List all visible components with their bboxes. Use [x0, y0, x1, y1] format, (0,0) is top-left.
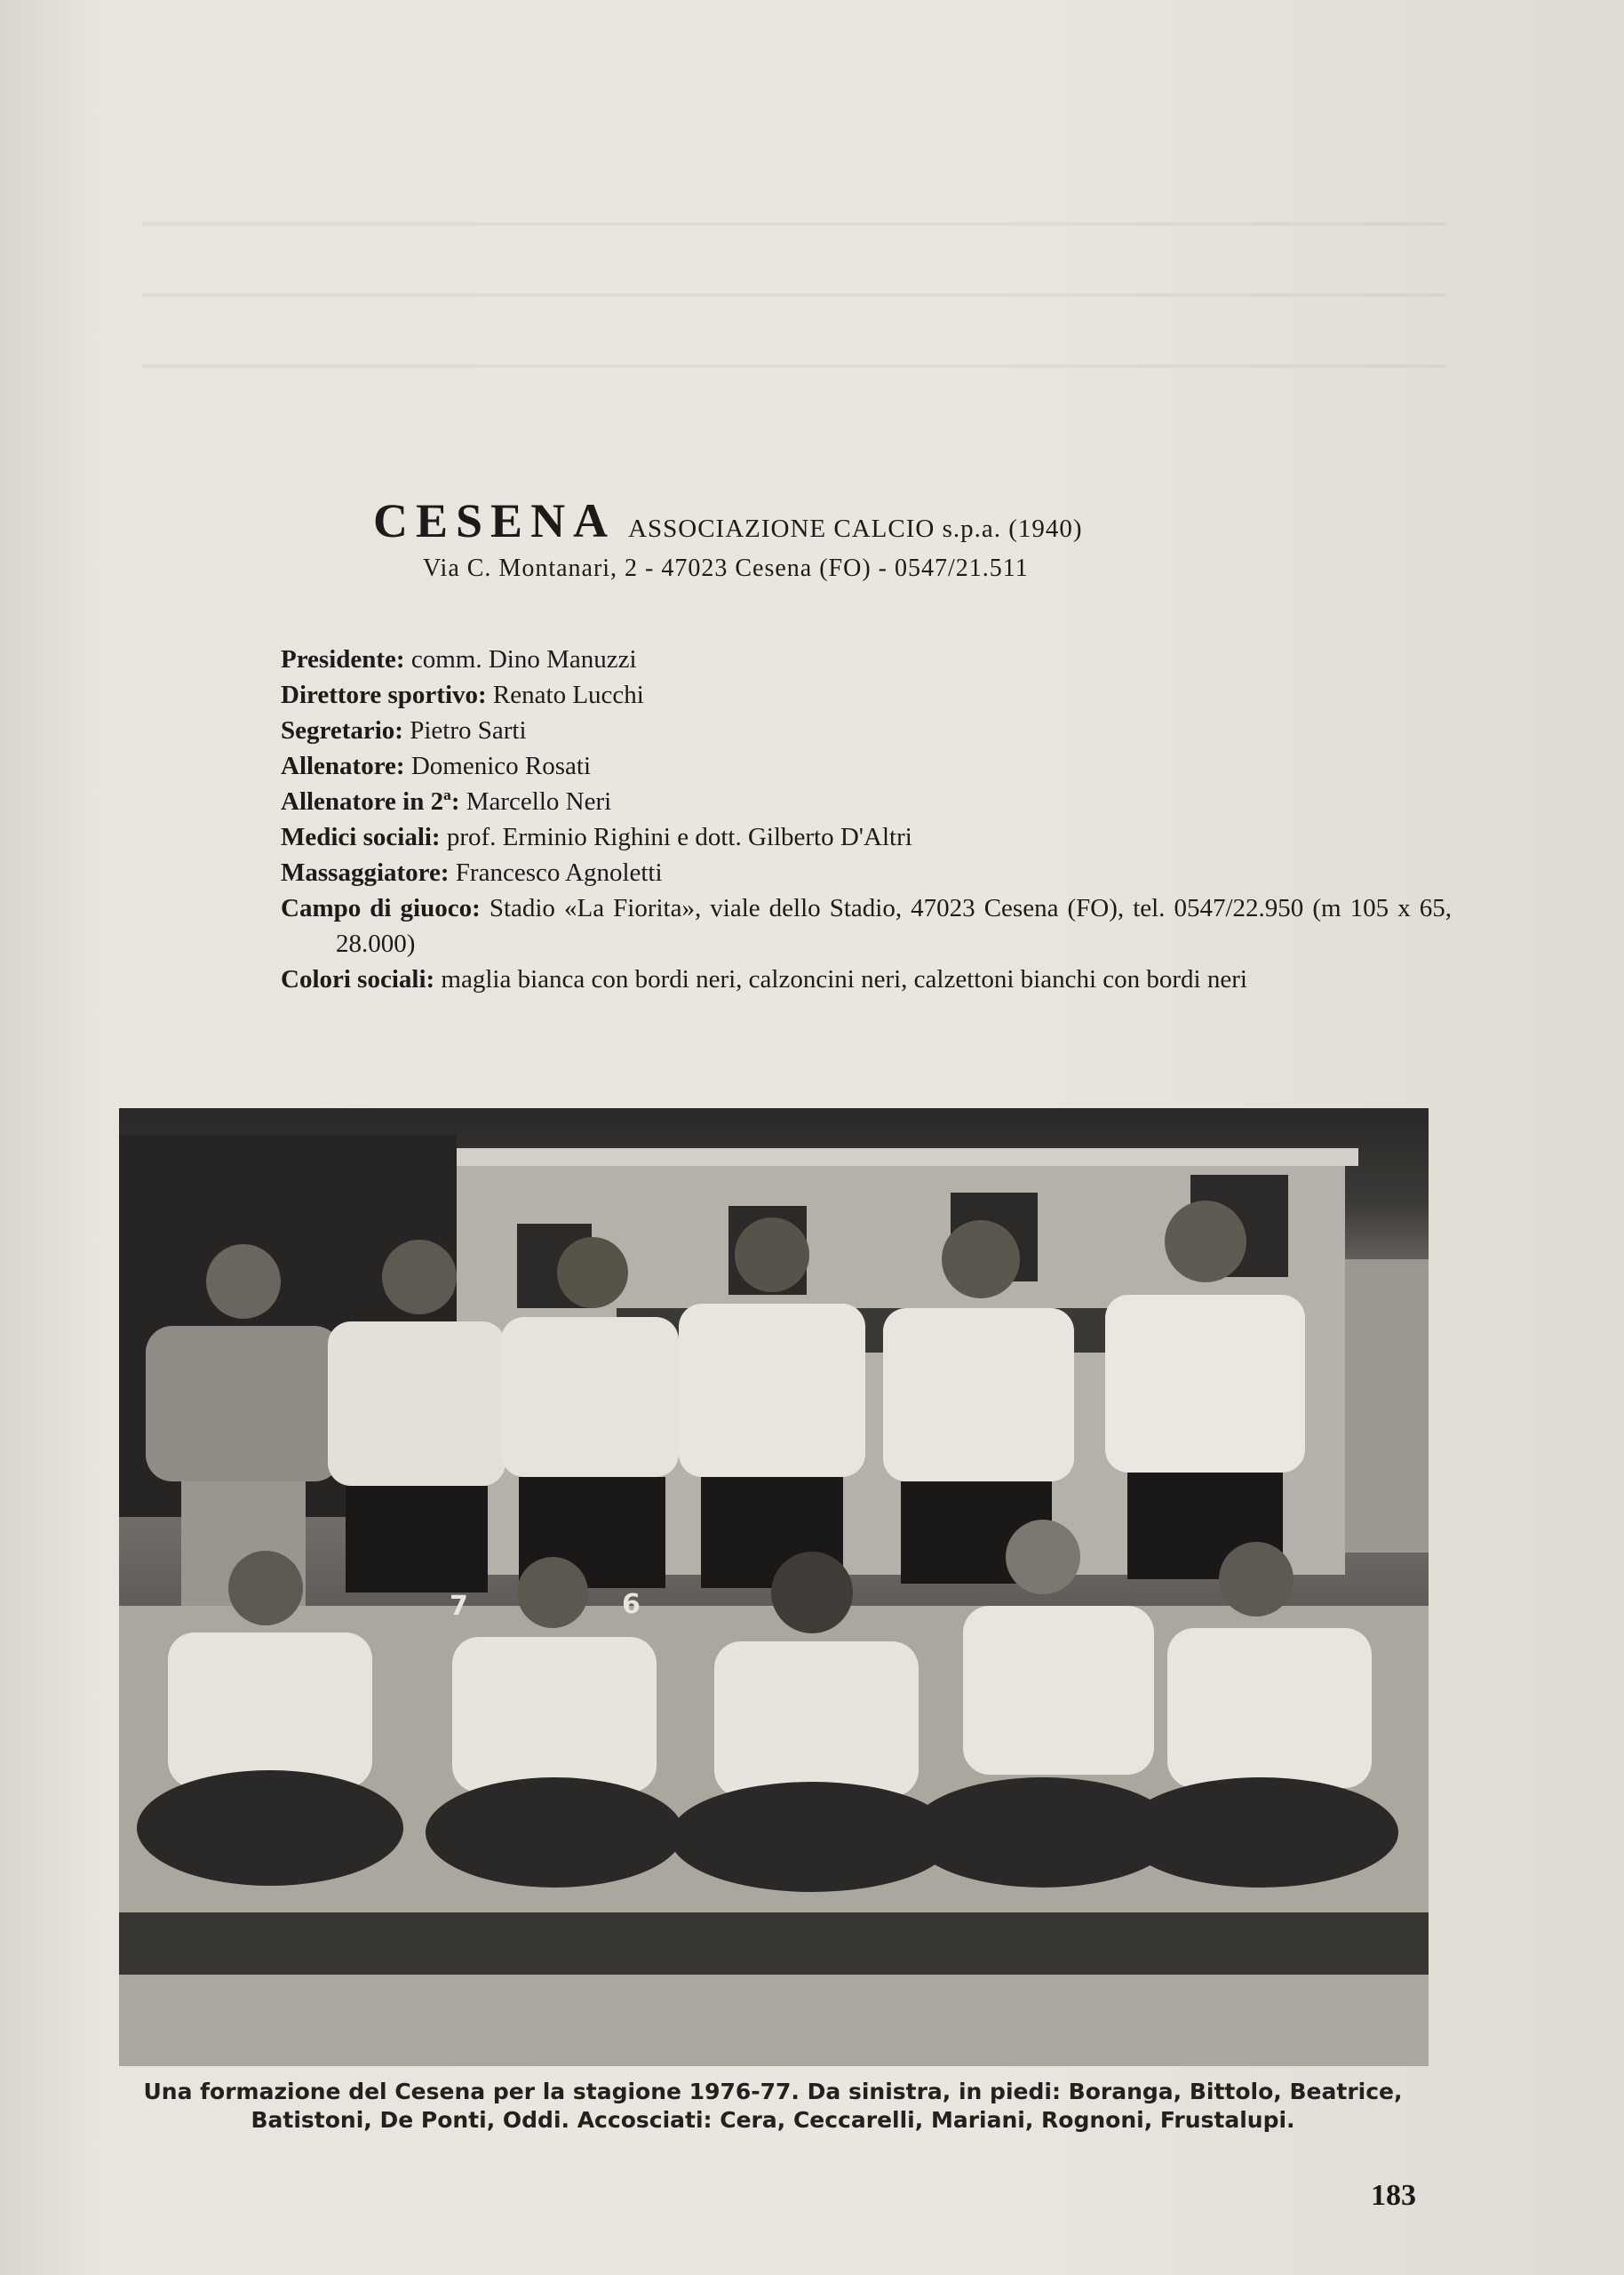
info-label: Presidente:	[281, 645, 405, 674]
page-number: 183	[1371, 2179, 1416, 2212]
building-side	[1345, 1259, 1429, 1553]
info-row-medici	[281, 819, 1452, 855]
info-label: Segretario:	[281, 716, 403, 745]
info-value: comm. Dino Manuzzi	[410, 645, 637, 674]
info-row-direttore	[281, 677, 1452, 713]
club-subtitle: ASSOCIAZIONE CALCIO s.p.a. (1940)	[628, 515, 1083, 543]
bleed-through-line	[142, 293, 1446, 297]
info-label: Campo di giuoco:	[281, 894, 481, 922]
info-row-massaggiatore	[281, 855, 1452, 890]
info-row-campo	[281, 890, 1452, 962]
player-shadow	[119, 1912, 1429, 1975]
club-info-list	[281, 642, 1452, 997]
caption-line: Batistoni, De Ponti, Oddi. Accosciati: Cera, Ceccarelli, Mariani, Rognoni, Frustalupi.	[251, 2107, 1295, 2133]
info-row-colori	[281, 962, 1452, 997]
info-row-allenatore-2	[281, 784, 1452, 819]
info-value: prof. Erminio Righini e dott. Gilberto D'Altri	[446, 823, 912, 851]
info-label: Massaggiatore:	[281, 858, 450, 887]
bleed-through-line	[142, 222, 1446, 226]
info-row-allenatore	[281, 748, 1452, 784]
info-row-segretario	[281, 713, 1452, 748]
jersey-number: 7	[450, 1591, 468, 1622]
info-label: Colori sociali:	[281, 965, 435, 994]
info-value: Pietro Sarti	[410, 716, 527, 745]
info-value: Francesco Agnoletti	[455, 858, 663, 887]
info-row-presidente	[281, 642, 1452, 677]
bleed-through-line	[142, 364, 1446, 368]
info-label: Direttore sportivo:	[281, 681, 487, 709]
team-photo-illustration	[119, 1108, 1429, 2066]
info-value: Domenico Rosati	[410, 752, 592, 780]
info-value: maglia bianca con bordi neri, calzoncini neri, calzettoni bianchi con bordi neri	[441, 965, 1247, 994]
team-photo	[119, 1108, 1429, 2066]
jersey-number: 6	[622, 1589, 641, 1620]
caption-line: Una formazione del Cesena per la stagione 1976-77. Da sinistra, in piedi: Boranga, Bittolo, Beatrice,	[143, 2079, 1403, 2104]
crouching-player	[137, 1551, 403, 1886]
club-name: CESENA	[373, 494, 617, 547]
photo-caption	[107, 2078, 1439, 2135]
info-value: Marcello Neri	[466, 787, 612, 816]
club-address: Via C. Montanari, 2 - 47023 Cesena (FO) - 0547/21.511	[423, 555, 1029, 582]
info-value: Stadio «La Fiorita», viale dello Stadio, 47023 Cesena (FO), tel. 0547/22.950 (m 105 x 65, 28.000)	[336, 894, 1452, 958]
info-label: Allenatore in 2ª:	[281, 787, 460, 816]
info-value: Renato Lucchi	[492, 681, 644, 709]
info-label: Medici sociali:	[281, 823, 441, 851]
info-label: Allenatore:	[281, 752, 405, 780]
building-roofline	[439, 1148, 1358, 1166]
club-header	[373, 493, 1262, 548]
